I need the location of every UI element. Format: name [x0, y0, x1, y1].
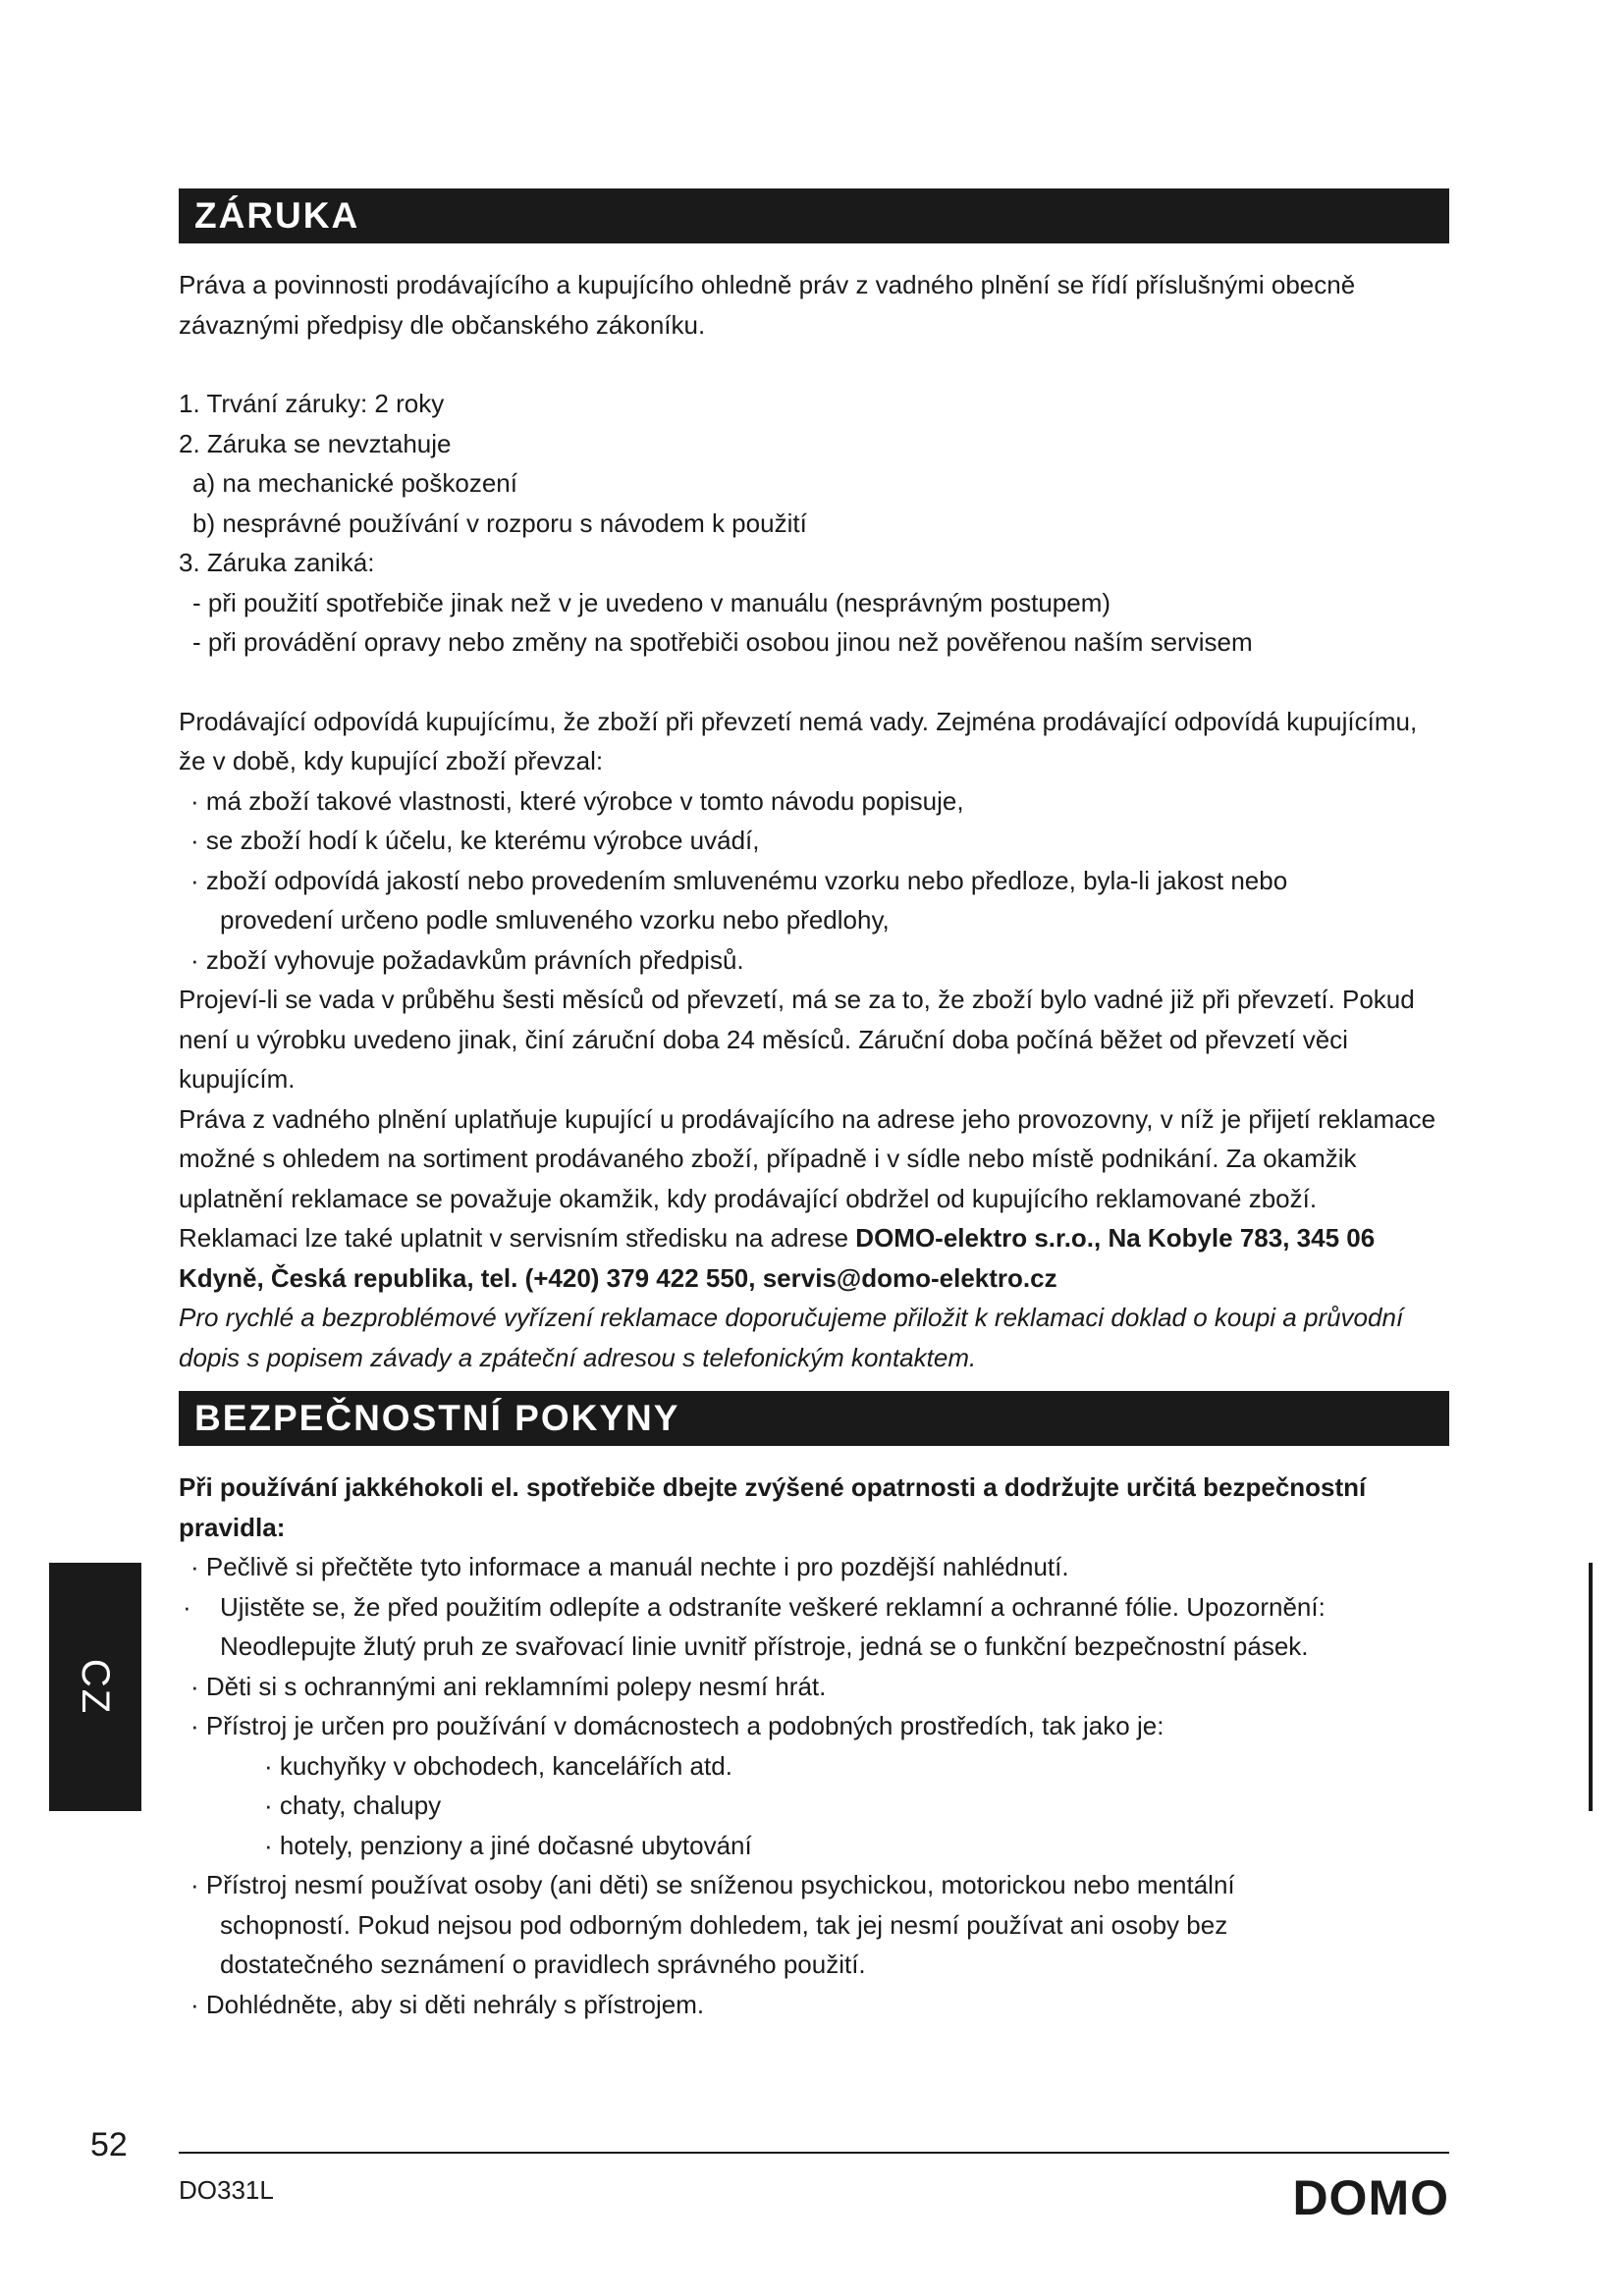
- edge-marker: [1589, 1563, 1593, 1811]
- service-text: Reklamaci lze také uplatnit v servisním středisku na adrese: [179, 1223, 856, 1253]
- list-item: · se zboží hodí k účelu, ke kterému výrobce uvádí,: [190, 826, 760, 855]
- list-item: · Pečlivě si přečtěte tyto informace a manuál nechte i pro pozdější nahlédnutí.: [190, 1552, 1069, 1581]
- claim-recommendation: Pro rychlé a bezproblémové vyřízení reklamace doporučujeme přiložit k reklamaci doklad o koupi a průvodní dopis s popisem závady a zpáteční adresou s telefonickým kontaktem.: [179, 1303, 1404, 1372]
- list-item: dostatečného seznámení o pravidlech správného použití.: [220, 1949, 866, 1979]
- page-content: [179, 188, 1449, 2024]
- list-item-text: Ujistěte se, že před použitím odlepíte a odstraníte veškeré reklamní a ochranné fólie. Upozornění:: [220, 1591, 1326, 1622]
- list-item: · Děti si s ochrannými ani reklamními polepy nesmí hrát.: [190, 1671, 827, 1701]
- list-item: · chaty, chalupy: [264, 1790, 442, 1820]
- claims-paragraph: Práva z vadného plnění uplatňuje kupující u prodávajícího na adrese jeho provozovny, v níž je přijetí reklamace možné s ohledem na sortiment prodávaného zboží, případně i v sídle nebo místě podnikání. Za okamžik uplatnění reklamace se považuje okamžik, kdy prodávající obdržel od kupujícího reklamované zboží.: [179, 1103, 1436, 1213]
- service-address: DOMO-elektro s.r.o., Na Kobyle 783, 345 06 Kdyně, Česká republika, tel. (+420) 379 422 550, servis@domo-elektro.cz: [179, 1223, 1376, 1293]
- list-item: · má zboží takové vlastnosti, které výrobce v tomto návodu popisuje,: [190, 785, 964, 816]
- list-item: [179, 1587, 1449, 1628]
- bullet: ·: [183, 1591, 191, 1622]
- list-item: schopností. Pokud nejsou pod odborným dohledem, tak jej nesmí používat ani osoby bez: [220, 1909, 1228, 1940]
- list-item: · zboží vyhovuje požadavkům právních předpisů.: [190, 944, 744, 975]
- list-item: · kuchyňky v obchodech, kancelářích atd.: [264, 1750, 732, 1781]
- warranty-intro: Práva a povinnosti prodávajícího a kupujícího ohledně práv z vadného plnění se řídí příslušnými obecně závaznými předpisy dle občanského zákoníku.: [179, 270, 1356, 340]
- list-item: · Dohlédněte, aby si děti nehrály s přístrojem.: [190, 1989, 705, 2019]
- language-code: CZ: [74, 1658, 118, 1716]
- footer-divider: [179, 2152, 1449, 2154]
- seller-liability-list: [179, 781, 1449, 981]
- list-item: · Přístroj nesmí používat osoby (ani děti) se sníženou psychickou, motorickou nebo mentální: [190, 1870, 1235, 1899]
- warranty-term: 2. Záruka se nevztahuje: [179, 428, 452, 458]
- page-number: 52: [90, 2126, 128, 2163]
- service-paragraph: [179, 1218, 1449, 1298]
- warranty-heading: ZÁRUKA: [179, 188, 1449, 243]
- warranty-term: 3. Záruka zaniká:: [179, 548, 375, 577]
- language-tab: [49, 1563, 141, 1811]
- list-item: · Přístroj je určen pro používání v domácnostech a podobných prostředích, tak jako je:: [190, 1711, 1164, 1740]
- safety-intro: Při používání jakkéhokoli el. spotřebiče dbejte zvýšené opatrnosti a dodržujte určitá bezpečnostní pravidla:: [179, 1472, 1367, 1542]
- list-item: · hotely, penziony a jiné dočasné ubytování: [264, 1830, 752, 1860]
- warranty-term: - při použití spotřebiče jinak než v je uvedeno v manuálu (nesprávným postupem): [192, 587, 1111, 617]
- brand-logo: DOMO: [1292, 2170, 1449, 2225]
- warranty-term: a) na mechanické poškození: [192, 468, 517, 498]
- model-number: DO331L: [179, 2175, 274, 2205]
- warranty-term: - při provádění opravy nebo změny na spotřebiči osobou jinou než pověřenou naším servisem: [192, 627, 1253, 657]
- warranty-terms-list: [179, 384, 1449, 663]
- list-item: Neodlepujte žlutý pruh ze svařovací linie uvnitř přístroje, jedná se o funkční bezpečnostní pásek.: [220, 1631, 1309, 1661]
- warranty-term: b) nesprávné používání v rozporu s návodem k použití: [192, 507, 807, 538]
- safety-heading: BEZPEČNOSTNÍ POKYNY: [179, 1391, 1449, 1446]
- seller-liability-intro: Prodávající odpovídá kupujícímu, že zboží při převzetí nemá vady. Zejména prodávající odpovídá kupujícímu, že v době, kdy kupující zboží převzal:: [179, 706, 1418, 775]
- safety-list: [179, 1547, 1449, 2024]
- defect-paragraph: Projeví-li se vada v průběhu šesti měsíců od převzetí, má se za to, že zboží bylo vadné již při převzetí. Pokud není u výrobku uvedeno jinak, činí záruční doba 24 měsíců. Záruční doba počíná běžet od převzetí věci kupujícím.: [179, 985, 1415, 1094]
- warranty-term: 1. Trvání záruky: 2 roky: [179, 389, 445, 418]
- list-item: · zboží odpovídá jakostí nebo provedením smluvenému vzorku nebo předloze, byla-li jakost nebo: [190, 865, 1288, 895]
- list-item: provedení určeno podle smluveného vzorku nebo předlohy,: [220, 905, 890, 934]
